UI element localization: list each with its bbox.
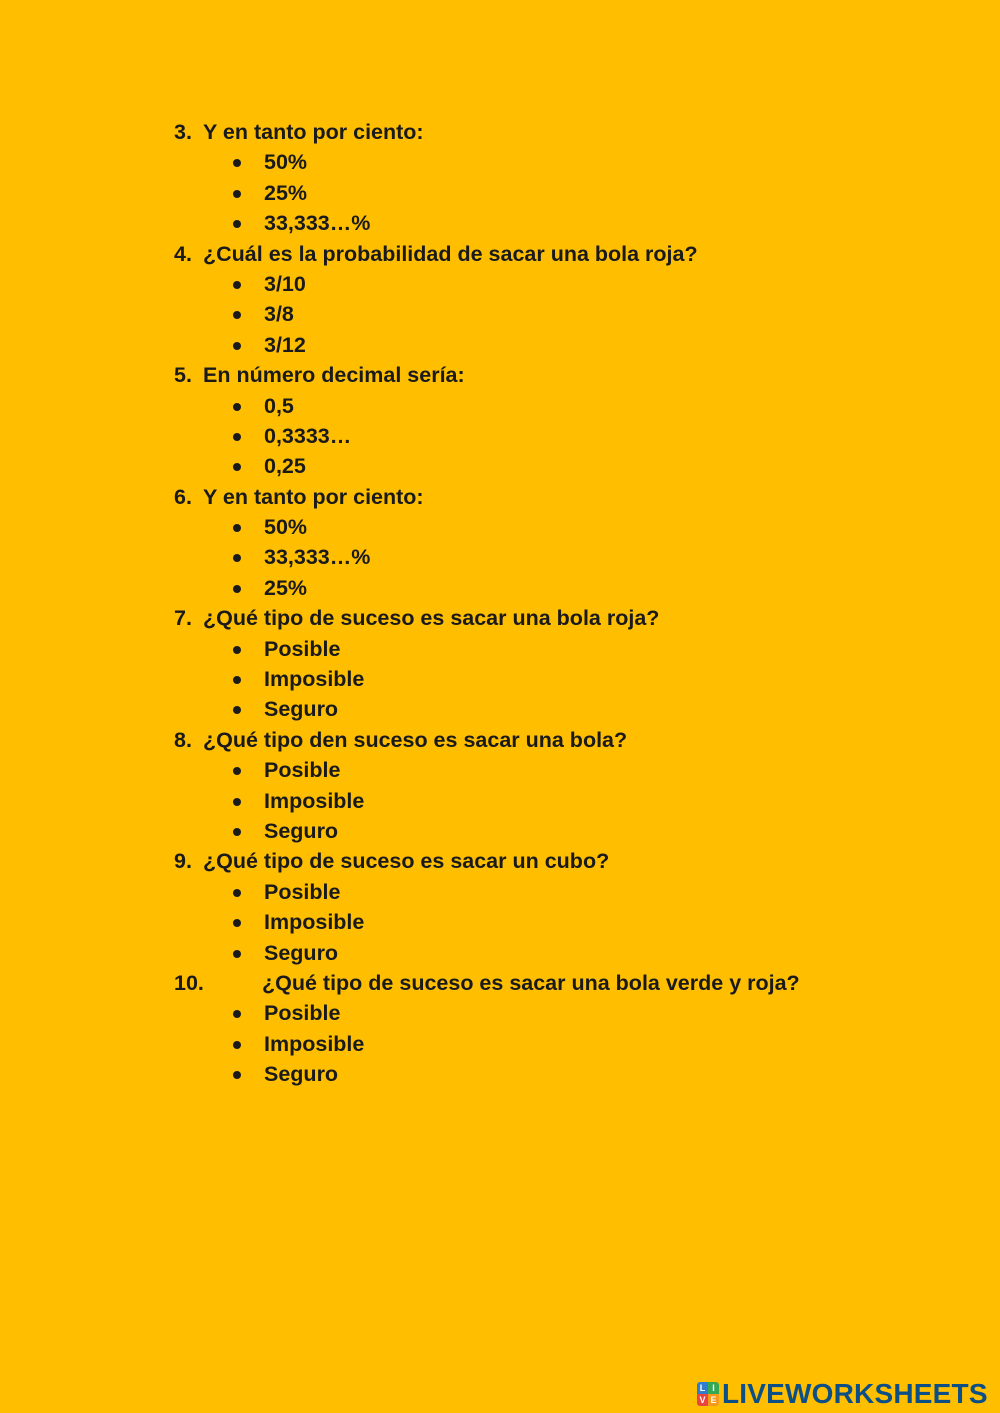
bullet-icon [233,828,241,836]
option-text: Posible [264,636,341,661]
option-text: Seguro [264,697,339,722]
badge-letter: L [697,1382,708,1394]
question-text: ¿Qué tipo den suceso es sacar una bola? [203,727,628,752]
question-number: 7. [174,606,192,631]
question-number: 5. [174,363,192,388]
question-text: ¿Cuál es la probabilidad de sacar una bola roja? [203,241,698,266]
option-text: 33,333…% [264,545,371,570]
bullet-icon [233,433,241,441]
bullet-icon [233,1041,241,1049]
bullet-icon [233,646,241,654]
option-text: 3/12 [264,332,306,357]
liveworksheets-logo [697,1378,988,1410]
bullet-icon [233,554,241,562]
option-text: Imposible [264,667,365,692]
question-number: 8. [174,727,192,752]
question-number: 6. [174,484,192,509]
option-text: Seguro [264,818,339,843]
option-text: Seguro [264,1062,339,1087]
option-text: Posible [264,879,341,904]
bullet-icon [233,676,241,684]
question-text: En número decimal sería: [203,363,465,388]
option-text: 25% [264,180,308,205]
option-text: Imposible [264,1031,365,1056]
option-text: Posible [264,1001,341,1026]
option-text: 50% [264,150,308,175]
option-text: 25% [264,575,308,600]
option-text: 0,3333… [264,423,352,448]
option-text: 0,25 [264,454,306,479]
question-text: Y en tanto por ciento: [203,120,424,144]
question-number: 10. [174,970,204,995]
bullet-icon [233,919,241,927]
option-text: Posible [264,758,341,783]
bullet-icon [233,585,241,593]
question-number: 3. [174,120,192,144]
bullet-icon [233,706,241,714]
bullet-icon [233,342,241,350]
option-text: 0,5 [264,393,294,418]
bullet-icon [233,950,241,958]
bullet-icon [233,403,241,411]
question-number: 4. [174,241,192,266]
question-text: ¿Qué tipo de suceso es sacar una bola roja? [203,606,660,631]
live-badge-icon [697,1382,719,1406]
question-text: ¿Qué tipo de suceso es sacar un cubo? [203,849,610,874]
bullet-icon [233,1071,241,1079]
question-text: Y en tanto por ciento: [203,484,424,509]
logo-text: LIVEWORKSHEETS [722,1378,988,1409]
option-text: 33,333…% [264,211,371,236]
option-text: 3/10 [264,271,306,296]
bullet-icon [233,159,241,167]
question-text: ¿Qué tipo de suceso es sacar una bola verde y roja? [262,970,800,995]
question-number: 9. [174,849,192,874]
option-text: Imposible [264,910,365,935]
option-text: 50% [264,515,308,540]
bullet-icon [233,889,241,897]
badge-letter: E [708,1394,719,1406]
bullet-icon [233,220,241,228]
bullet-icon [233,463,241,471]
bullet-icon [233,1010,241,1018]
bullet-icon [233,798,241,806]
bullet-icon [233,767,241,775]
badge-letter: V [697,1394,708,1406]
badge-letter: I [708,1382,719,1394]
bullet-icon [233,311,241,319]
option-text: 3/8 [264,302,294,327]
bullet-icon [233,281,241,289]
option-text: Imposible [264,788,365,813]
bullet-icon [233,524,241,532]
bullet-icon [233,190,241,198]
option-text: Seguro [264,940,339,965]
